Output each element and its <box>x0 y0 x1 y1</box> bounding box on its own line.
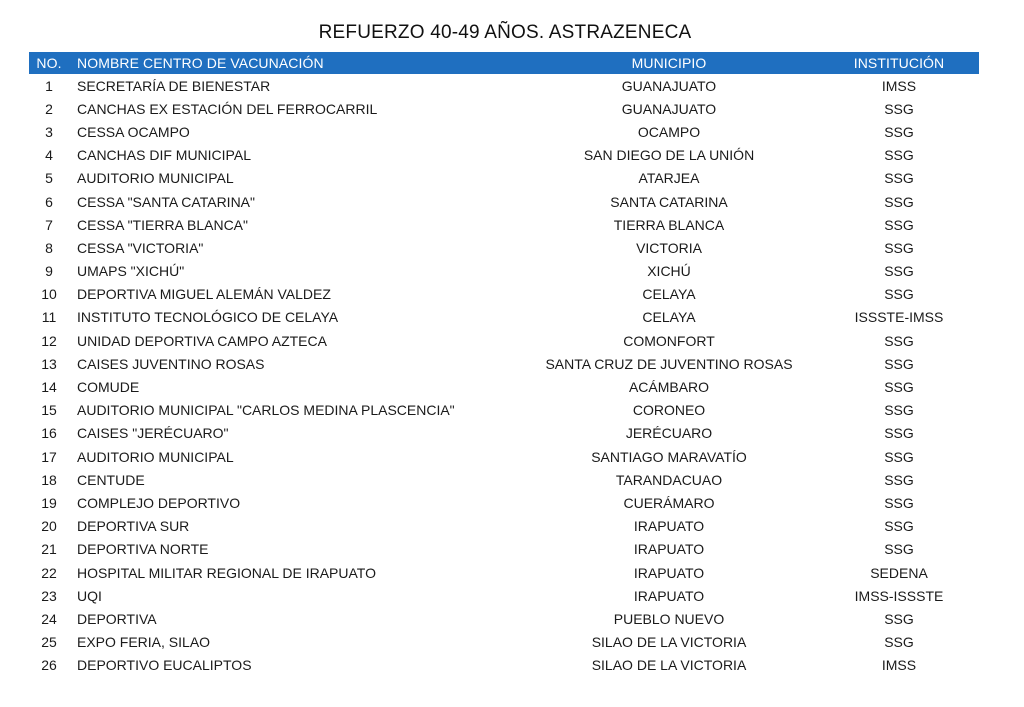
cell-institucion: IMSS-ISSSTE <box>854 587 944 604</box>
table-row <box>29 375 979 398</box>
column-header-municipio: MUNICIPIO <box>631 55 707 71</box>
table-row <box>29 584 979 607</box>
cell-institucion: SSG <box>884 402 914 419</box>
cell-institucion: IMSS <box>881 657 917 674</box>
table-row <box>29 491 979 514</box>
cell-no: 9 <box>45 263 53 280</box>
cell-municipio: CELAYA <box>642 309 696 326</box>
cell-municipio: COMONFORT <box>623 332 715 349</box>
cell-institucion: SSG <box>884 448 914 465</box>
cell-institucion: SSG <box>884 239 914 256</box>
cell-institucion: SSG <box>884 425 914 442</box>
cell-municipio: ATARJEA <box>638 170 700 187</box>
cell-center-name: INSTITUTO TECNOLÓGICO DE CELAYA <box>77 309 339 326</box>
document-title: REFUERZO 40-49 AÑOS. ASTRAZENECA <box>318 22 692 43</box>
cell-municipio: SAN DIEGO DE LA UNIÓN <box>583 147 755 164</box>
cell-no: 6 <box>45 193 53 210</box>
cell-municipio: GUANAJUATO <box>621 77 717 94</box>
table-row <box>29 283 979 306</box>
cell-institucion: SSG <box>884 216 914 233</box>
table-row <box>29 654 979 677</box>
cell-no: 8 <box>45 239 53 256</box>
cell-institucion: SSG <box>884 610 914 627</box>
cell-center-name: SECRETARÍA DE BIENESTAR <box>77 77 271 94</box>
cell-institucion: SSG <box>884 355 914 372</box>
table-header <box>29 52 979 74</box>
table-row <box>29 167 979 190</box>
table-row <box>29 352 979 375</box>
cell-no: 5 <box>45 170 53 187</box>
column-header-name: NOMBRE CENTRO DE VACUNACIÓN <box>77 55 324 71</box>
cell-center-name: UMAPS "XICHÚ" <box>77 263 185 280</box>
cell-no: 1 <box>45 77 53 94</box>
cell-no: 25 <box>41 634 57 651</box>
cell-institucion: SSG <box>884 494 914 511</box>
cell-institucion: SSG <box>884 193 914 210</box>
cell-no: 24 <box>41 610 57 627</box>
cell-institucion: SSG <box>884 100 914 117</box>
cell-municipio: VICTORIA <box>636 239 702 256</box>
cell-municipio: XICHÚ <box>647 263 691 280</box>
table-row <box>29 607 979 630</box>
cell-municipio: CUERÁMARO <box>623 494 715 511</box>
table-row <box>29 213 979 236</box>
cell-no: 18 <box>41 471 57 488</box>
cell-municipio: IRAPUATO <box>633 518 705 535</box>
table-row <box>29 144 979 167</box>
cell-municipio: CELAYA <box>642 286 696 303</box>
cell-municipio: SILAO DE LA VICTORIA <box>591 634 747 651</box>
cell-municipio: OCAMPO <box>637 123 701 140</box>
table-body <box>29 74 979 677</box>
table-row <box>29 306 979 329</box>
cell-center-name: DEPORTIVA SUR <box>77 518 190 535</box>
cell-institucion: SSG <box>884 286 914 303</box>
cell-center-name: DEPORTIVA <box>77 610 157 627</box>
cell-no: 26 <box>41 657 57 674</box>
cell-municipio: JERÉCUARO <box>625 425 713 442</box>
cell-no: 23 <box>41 587 57 604</box>
cell-municipio: IRAPUATO <box>633 587 705 604</box>
cell-center-name: AUDITORIO MUNICIPAL <box>77 170 234 187</box>
cell-municipio: SANTA CRUZ DE JUVENTINO ROSAS <box>545 355 793 372</box>
table-row <box>29 120 979 143</box>
cell-institucion: SSG <box>884 170 914 187</box>
cell-no: 2 <box>45 100 53 117</box>
cell-institucion: SSG <box>884 147 914 164</box>
cell-no: 21 <box>41 541 57 558</box>
cell-institucion: SSG <box>884 123 914 140</box>
cell-institucion: SSG <box>884 471 914 488</box>
cell-municipio: PUEBLO NUEVO <box>613 610 725 627</box>
cell-no: 22 <box>41 564 57 581</box>
cell-no: 11 <box>41 309 57 326</box>
cell-municipio: SANTIAGO MARAVATÍO <box>591 448 747 465</box>
cell-no: 4 <box>45 147 53 164</box>
cell-institucion: SSG <box>884 332 914 349</box>
table-row <box>29 399 979 422</box>
cell-institucion: SSG <box>884 634 914 651</box>
cell-center-name: DEPORTIVO EUCALIPTOS <box>77 657 252 674</box>
cell-center-name: CANCHAS EX ESTACIÓN DEL FERROCARRIL <box>77 100 378 117</box>
cell-center-name: CESSA OCAMPO <box>77 123 190 140</box>
cell-center-name: CENTUDE <box>77 471 145 488</box>
cell-no: 7 <box>45 216 53 233</box>
table-row <box>29 631 979 654</box>
cell-institucion: SSG <box>884 541 914 558</box>
cell-no: 13 <box>41 355 57 372</box>
cell-no: 3 <box>45 123 53 140</box>
cell-institucion: IMSS <box>881 77 917 94</box>
column-header-institucion: INSTITUCIÓN <box>853 55 945 71</box>
table-row <box>29 97 979 120</box>
cell-institucion: SEDENA <box>870 564 928 581</box>
cell-center-name: UNIDAD DEPORTIVA CAMPO AZTECA <box>77 332 327 349</box>
cell-institucion: SSG <box>884 263 914 280</box>
table-row <box>29 468 979 491</box>
column-header-no: NO. <box>36 55 62 71</box>
cell-municipio: SANTA CATARINA <box>610 193 728 210</box>
cell-municipio: CORONEO <box>632 402 706 419</box>
cell-no: 14 <box>41 379 57 396</box>
cell-no: 19 <box>41 494 57 511</box>
table-row <box>29 260 979 283</box>
cell-center-name: CANCHAS DIF MUNICIPAL <box>77 147 251 164</box>
cell-center-name: CAISES JUVENTINO ROSAS <box>77 355 265 372</box>
cell-center-name: AUDITORIO MUNICIPAL <box>77 448 234 465</box>
cell-municipio: GUANAJUATO <box>621 100 717 117</box>
cell-municipio: TARANDACUAO <box>615 471 723 488</box>
cell-center-name: CESSA "TIERRA BLANCA" <box>77 216 248 233</box>
vaccination-centers-table <box>29 52 979 677</box>
table-header-row <box>29 52 979 74</box>
cell-municipio: IRAPUATO <box>633 564 705 581</box>
cell-institucion: ISSSTE-IMSS <box>854 309 944 326</box>
cell-center-name: UQI <box>77 587 102 604</box>
cell-center-name: AUDITORIO MUNICIPAL "CARLOS MEDINA PLASCENCIA" <box>77 402 455 419</box>
table-row <box>29 445 979 468</box>
cell-no: 15 <box>41 402 57 419</box>
cell-center-name: DEPORTIVA NORTE <box>77 541 209 558</box>
cell-center-name: CESSA "SANTA CATARINA" <box>77 193 255 210</box>
cell-no: 20 <box>41 518 57 535</box>
cell-municipio: TIERRA BLANCA <box>613 216 725 233</box>
table-row <box>29 236 979 259</box>
table-row <box>29 190 979 213</box>
cell-no: 17 <box>41 448 57 465</box>
cell-center-name: COMUDE <box>77 379 140 396</box>
cell-municipio: SILAO DE LA VICTORIA <box>591 657 747 674</box>
cell-center-name: CESSA "VICTORIA" <box>77 239 204 256</box>
cell-municipio: ACÁMBARO <box>628 379 710 396</box>
table-row <box>29 422 979 445</box>
cell-municipio: IRAPUATO <box>633 541 705 558</box>
table-row <box>29 538 979 561</box>
cell-no: 16 <box>41 425 57 442</box>
cell-center-name: CAISES "JERÉCUARO" <box>77 425 229 442</box>
cell-no: 12 <box>41 332 57 349</box>
cell-no: 10 <box>41 286 57 303</box>
table-row <box>29 74 979 97</box>
cell-institucion: SSG <box>884 379 914 396</box>
table-row <box>29 515 979 538</box>
cell-center-name: HOSPITAL MILITAR REGIONAL DE IRAPUATO <box>77 564 376 581</box>
cell-center-name: EXPO FERIA, SILAO <box>77 634 211 651</box>
table-row <box>29 329 979 352</box>
cell-institucion: SSG <box>884 518 914 535</box>
table-row <box>29 561 979 584</box>
cell-center-name: DEPORTIVA MIGUEL ALEMÁN VALDEZ <box>77 286 331 303</box>
cell-center-name: COMPLEJO DEPORTIVO <box>77 494 241 511</box>
